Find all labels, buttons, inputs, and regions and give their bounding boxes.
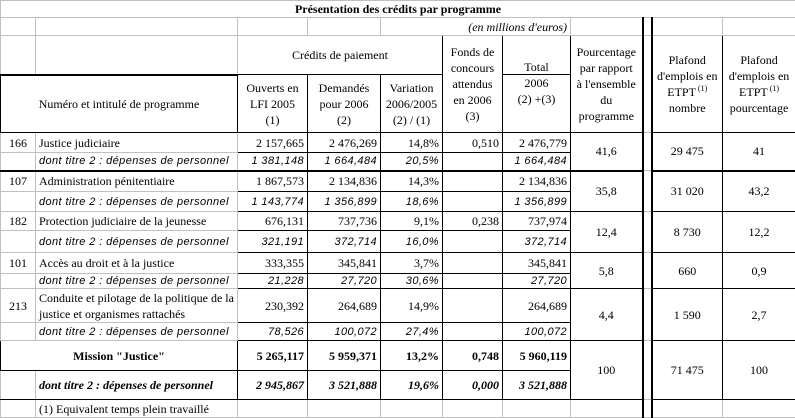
mission-titre2-fonds: 0,000	[443, 371, 503, 400]
demandes-2006: 264,689	[308, 289, 381, 323]
variation: 14,9%	[381, 289, 443, 323]
fonds-concours	[443, 253, 503, 274]
total-2006: 2 476,779	[503, 133, 571, 153]
fonds-concours	[443, 323, 503, 341]
plafond-etpt-pourcentage: 100	[723, 341, 795, 400]
header-programme: Numéro et intitulé de programme	[1, 75, 238, 133]
header-line: 2006	[525, 76, 549, 90]
variation: 14,8%	[381, 133, 443, 153]
mission-titre2-total: 3 521,888	[503, 371, 571, 400]
header-line: d'emplois en	[729, 69, 790, 83]
mission-variation: 13,2%	[381, 341, 443, 371]
ouverts-lfi-2005: 21,228	[238, 274, 308, 289]
mission-titre2-demandes: 3 521,888	[308, 371, 381, 400]
pourcentage: 35,8	[571, 171, 643, 212]
mission-titre2-variation: 19,6%	[381, 371, 443, 400]
empty-cell	[238, 400, 308, 418]
header-line: (1)	[266, 113, 280, 127]
mission-ouverts: 5 265,117	[238, 341, 308, 371]
header-line: (2)	[337, 113, 351, 127]
separator	[643, 400, 652, 418]
mission-total-row	[1, 341, 795, 371]
empty-cell	[1, 153, 36, 171]
header-line: (2) / (1)	[393, 113, 430, 127]
header-line: par rapport	[580, 61, 633, 75]
plafond-etpt-pourcentage: 41	[723, 133, 795, 171]
mission-demandes: 5 959,371	[308, 341, 381, 371]
programme-number: 101	[1, 253, 36, 274]
plafond-etpt-nombre: 8 730	[652, 212, 723, 253]
plafond-etpt-nombre: 31 020	[652, 171, 723, 212]
demandes-2006: 1 664,484	[308, 153, 381, 171]
table-row	[1, 253, 795, 274]
separator	[643, 133, 652, 171]
header-line: (2) +(3)	[518, 92, 556, 106]
separator	[643, 341, 652, 400]
header-line: programme	[579, 109, 634, 123]
empty-cell	[1, 231, 36, 253]
plafond-etpt-nombre: 660	[652, 253, 723, 289]
demandes-2006: 737,736	[308, 212, 381, 231]
plafond-etpt-pourcentage: 12,2	[723, 212, 795, 253]
separator	[643, 289, 652, 341]
separator	[643, 253, 652, 289]
ouverts-lfi-2005: 1 867,573	[238, 171, 308, 192]
header-demandes	[308, 75, 381, 133]
header-line: ETPT	[667, 85, 696, 99]
fonds-concours: 0,238	[443, 212, 503, 231]
header-line: Fonds de	[451, 45, 495, 59]
header-line: en 2006	[453, 93, 491, 107]
plafond-etpt-pourcentage: 43,2	[723, 171, 795, 212]
pourcentage: 41,6	[571, 133, 643, 171]
fonds-concours: 0,510	[443, 133, 503, 153]
demandes-2006: 27,720	[308, 274, 381, 289]
table-row	[1, 212, 795, 231]
total-2006: 345,841	[503, 253, 571, 274]
header-line: Ouverts en	[246, 81, 298, 95]
plafond-etpt-nombre: 29 475	[652, 133, 723, 171]
titre2-label: dont titre 2 : dépenses de personnel	[36, 274, 238, 289]
table-row	[1, 289, 795, 323]
variation: 27,4%	[381, 323, 443, 341]
empty-cell	[1, 371, 36, 400]
programme-number: 182	[1, 212, 36, 231]
empty-cell	[571, 400, 643, 418]
header-line: à l'ensemble	[577, 77, 636, 91]
plafond-etpt-pourcentage: 0,9	[723, 253, 795, 289]
separator	[643, 171, 652, 212]
programme-number: 107	[1, 171, 36, 192]
fonds-concours	[443, 192, 503, 212]
pourcentage: 4,4	[571, 289, 643, 341]
table-row	[1, 133, 795, 153]
ouverts-lfi-2005: 2 157,665	[238, 133, 308, 153]
separator	[643, 212, 652, 253]
programme-number: 166	[1, 133, 36, 153]
header-variation	[381, 75, 443, 133]
total-2006: 264,689	[503, 289, 571, 323]
empty-cell	[308, 400, 381, 418]
variation: 20,5%	[381, 153, 443, 171]
header-total: Total	[503, 36, 571, 75]
plafond-etpt-nombre: 1 590	[652, 289, 723, 341]
titre2-label: dont titre 2 : dépenses de personnel	[36, 231, 238, 253]
titre2-label: dont titre 2 : dépenses de personnel	[36, 153, 238, 171]
demandes-2006: 2 134,836	[308, 171, 381, 192]
header-line: nombre	[669, 101, 706, 115]
demandes-2006: 345,841	[308, 253, 381, 274]
empty-cell	[1, 274, 36, 289]
header-line: pourcentage	[730, 101, 789, 115]
programme-label: Conduite et pilotage de la politique de la justice et organismes rattachés	[36, 289, 238, 323]
header-plafond-pourcentage	[723, 36, 795, 133]
programme-label: Protection judiciaire de la jeunesse	[36, 212, 238, 231]
ouverts-lfi-2005: 333,355	[238, 253, 308, 274]
header-total-sub	[503, 75, 571, 133]
header-line: ETPT	[739, 85, 768, 99]
header-line: Plafond	[740, 53, 777, 67]
empty-cell	[1, 323, 36, 341]
header-line: (3)	[466, 109, 480, 123]
plafond-etpt-nombre: 71 475	[652, 341, 723, 400]
header-credits-paiement: Crédits de paiement	[238, 36, 443, 75]
variation: 9,1%	[381, 212, 443, 231]
header-plafond-nombre	[652, 36, 723, 133]
programme-label: Administration pénitentiaire	[36, 171, 238, 192]
total-2006: 372,714	[503, 231, 571, 253]
demandes-2006: 372,714	[308, 231, 381, 253]
variation: 3,7%	[381, 253, 443, 274]
fonds-concours	[443, 231, 503, 253]
variation: 16,0%	[381, 231, 443, 253]
header-line: d'emplois en	[657, 69, 718, 83]
header-line: Plafond	[669, 53, 706, 67]
variation: 30,6%	[381, 274, 443, 289]
ouverts-lfi-2005: 1 143,774	[238, 192, 308, 212]
total-2006: 1 664,484	[503, 153, 571, 171]
pourcentage: 5,8	[571, 253, 643, 289]
header-fonds-concours	[443, 36, 503, 133]
fonds-concours	[443, 171, 503, 192]
demandes-2006: 2 476,269	[308, 133, 381, 153]
footnote-marker: (1)	[696, 84, 707, 93]
empty-cell	[503, 400, 571, 418]
ouverts-lfi-2005: 676,131	[238, 212, 308, 231]
mission-titre2-label: dont titre 2 : dépenses de personnel	[36, 371, 238, 400]
table-title: Présentation des crédits par programme	[1, 1, 795, 18]
titre2-label: dont titre 2 : dépenses de personnel	[36, 192, 238, 212]
header-line: Variation	[390, 81, 434, 95]
mission-label: Mission "Justice"	[1, 341, 238, 371]
ouverts-lfi-2005: 78,526	[238, 323, 308, 341]
header-line: du	[600, 93, 612, 107]
programme-label: Justice judiciaire	[36, 133, 238, 153]
mission-fonds: 0,748	[443, 341, 503, 371]
total-2006: 100,072	[503, 323, 571, 341]
unit-note: (en millions d'euros)	[468, 20, 567, 34]
total-2006: 737,974	[503, 212, 571, 231]
fonds-concours	[443, 274, 503, 289]
header-line: Pourcentage	[577, 45, 636, 59]
header-line: Demandés	[319, 81, 370, 95]
header-pourcentage	[571, 36, 643, 133]
footnote-marker: (1)	[768, 84, 779, 93]
programme-number: 213	[1, 289, 36, 323]
mission-total: 5 960,119	[503, 341, 571, 371]
header-line: attendus	[453, 77, 493, 91]
header-line: LFI 2005	[250, 97, 295, 111]
variation: 18,6%	[381, 192, 443, 212]
empty-cell	[1, 192, 36, 212]
footnote: (1) Equivalent temps plein travaillé	[36, 400, 238, 418]
header-line: concours	[451, 61, 494, 75]
pourcentage: 100	[571, 341, 643, 400]
ouverts-lfi-2005: 230,392	[238, 289, 308, 323]
demandes-2006: 1 356,899	[308, 192, 381, 212]
header-line: pour 2006	[320, 97, 369, 111]
ouverts-lfi-2005: 1 381,148	[238, 153, 308, 171]
fonds-concours	[443, 289, 503, 323]
plafond-etpt-pourcentage: 2,7	[723, 289, 795, 341]
header-ouverts	[238, 75, 308, 133]
empty-cell	[652, 400, 723, 418]
fonds-concours	[443, 153, 503, 171]
empty-cell	[1, 400, 36, 418]
mission-titre2-ouverts: 2 945,867	[238, 371, 308, 400]
empty-cell	[443, 400, 503, 418]
total-2006: 1 356,899	[503, 192, 571, 212]
demandes-2006: 100,072	[308, 323, 381, 341]
total-2006: 27,720	[503, 274, 571, 289]
titre2-label: dont titre 2 : dépenses de personnel	[36, 323, 238, 341]
table-row	[1, 171, 795, 192]
variation: 14,3%	[381, 171, 443, 192]
ouverts-lfi-2005: 321,191	[238, 231, 308, 253]
programme-label: Accès au droit et à la justice	[36, 253, 238, 274]
empty-cell	[723, 400, 795, 418]
empty-cell	[381, 400, 443, 418]
header-line: 2006/2005	[386, 97, 437, 111]
total-2006: 2 134,836	[503, 171, 571, 192]
pourcentage: 12,4	[571, 212, 643, 253]
